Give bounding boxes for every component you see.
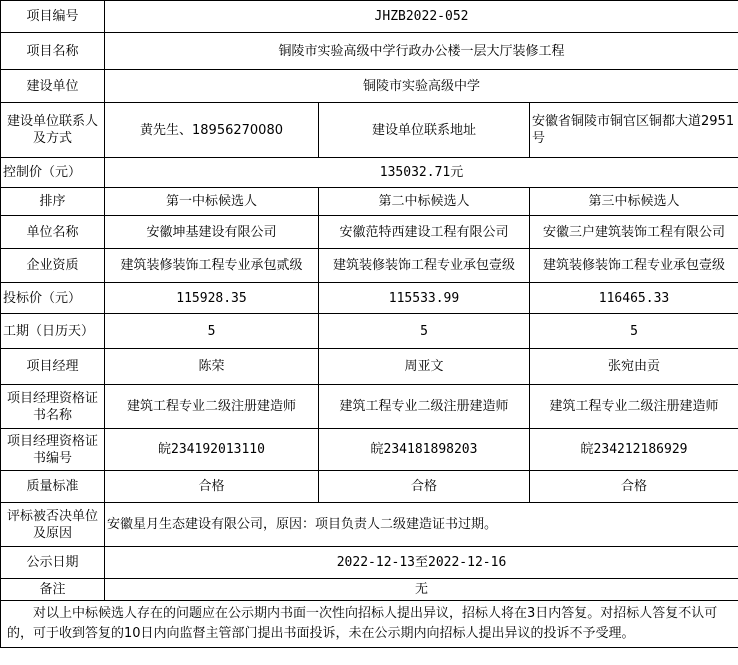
quality-label: 质量标准 <box>1 471 105 503</box>
row-project-no <box>1 1 738 33</box>
rejected-label: 评标被否决单位及原因 <box>1 503 105 547</box>
row-publicity <box>1 547 738 579</box>
rejected-value: 安徽星月生态建设有限公司，原因：项目负责人二级建造证书过期。 <box>105 503 738 547</box>
qualification-1: 建筑装修装饰工程专业承包贰级 <box>105 249 319 283</box>
project-name-label: 项目名称 <box>1 33 105 70</box>
company-3: 安徽三户建筑装饰工程有限公司 <box>530 216 738 249</box>
remarks-value: 无 <box>105 579 738 601</box>
bid-price-label: 投标价（元） <box>1 283 105 314</box>
qualification-3: 建筑装修装饰工程专业承包壹级 <box>530 249 738 283</box>
company-2: 安徽范特西建设工程有限公司 <box>319 216 530 249</box>
quality-2: 合格 <box>319 471 530 503</box>
manager-label: 项目经理 <box>1 349 105 385</box>
cert-name-2: 建筑工程专业二级注册建造师 <box>319 385 530 429</box>
duration-2: 5 <box>319 314 530 349</box>
notice-text: 对以上中标候选人存在的问题应在公示期内书面一次性向招标人提出异议，招标人将在3日内答复。对招标人答复不认可的，可于收到答复的10日内向监督主管部门提出书面投诉，未在公示期内向招标人提出异议的投诉不予受理。 <box>1 601 738 648</box>
row-notice <box>1 601 738 648</box>
bid-price-2: 115533.99 <box>319 283 530 314</box>
project-name-value: 铜陵市实验高级中学行政办公楼一层大厅装修工程 <box>105 33 738 70</box>
cert-name-3: 建筑工程专业二级注册建造师 <box>530 385 738 429</box>
row-contact <box>1 103 738 158</box>
cert-name-label: 项目经理资格证书名称 <box>1 385 105 429</box>
project-no-label: 项目编号 <box>1 1 105 33</box>
row-project-name <box>1 33 738 70</box>
cert-no-2: 皖234181898203 <box>319 429 530 471</box>
quality-3: 合格 <box>530 471 738 503</box>
builder-value: 铜陵市实验高级中学 <box>105 70 738 103</box>
row-cert-name <box>1 385 738 429</box>
row-cert-no <box>1 429 738 471</box>
cert-no-label: 项目经理资格证书编号 <box>1 429 105 471</box>
builder-label: 建设单位 <box>1 70 105 103</box>
bid-price-1: 115928.35 <box>105 283 319 314</box>
manager-3: 张宛由贡 <box>530 349 738 385</box>
row-price-ceiling <box>1 158 738 188</box>
row-manager <box>1 349 738 385</box>
address-value: 安徽省铜陵市铜官区铜都大道2951号 <box>530 103 738 158</box>
row-qualification <box>1 249 738 283</box>
rank-3: 第三中标候选人 <box>530 188 738 216</box>
quality-1: 合格 <box>105 471 319 503</box>
row-remarks <box>1 579 738 601</box>
remarks-label: 备注 <box>1 579 105 601</box>
contact-value: 黄先生、18956270080 <box>105 103 319 158</box>
row-company <box>1 216 738 249</box>
row-quality <box>1 471 738 503</box>
price-ceiling-value: 135032.71元 <box>105 158 738 188</box>
qualification-2: 建筑装修装饰工程专业承包壹级 <box>319 249 530 283</box>
price-ceiling-label: 控制价（元） <box>1 158 105 188</box>
publicity-value: 2022-12-13至2022-12-16 <box>105 547 738 579</box>
cert-no-1: 皖234192013110 <box>105 429 319 471</box>
manager-1: 陈荣 <box>105 349 319 385</box>
bid-price-3: 116465.33 <box>530 283 738 314</box>
row-bid-price <box>1 283 738 314</box>
cert-name-1: 建筑工程专业二级注册建造师 <box>105 385 319 429</box>
company-1: 安徽坤基建设有限公司 <box>105 216 319 249</box>
qualification-label: 企业资质 <box>1 249 105 283</box>
rank-label: 排序 <box>1 188 105 216</box>
duration-1: 5 <box>105 314 319 349</box>
company-label: 单位名称 <box>1 216 105 249</box>
duration-3: 5 <box>530 314 738 349</box>
duration-label: 工期（日历天） <box>1 314 105 349</box>
rank-1: 第一中标候选人 <box>105 188 319 216</box>
cert-no-3: 皖234212186929 <box>530 429 738 471</box>
row-rejected <box>1 503 738 547</box>
contact-label: 建设单位联系人及方式 <box>1 103 105 158</box>
publicity-label: 公示日期 <box>1 547 105 579</box>
row-duration <box>1 314 738 349</box>
row-rank <box>1 188 738 216</box>
rank-2: 第二中标候选人 <box>319 188 530 216</box>
address-label: 建设单位联系地址 <box>319 103 530 158</box>
row-builder <box>1 70 738 103</box>
manager-2: 周亚文 <box>319 349 530 385</box>
project-no-value: JHZB2022-052 <box>105 1 738 33</box>
